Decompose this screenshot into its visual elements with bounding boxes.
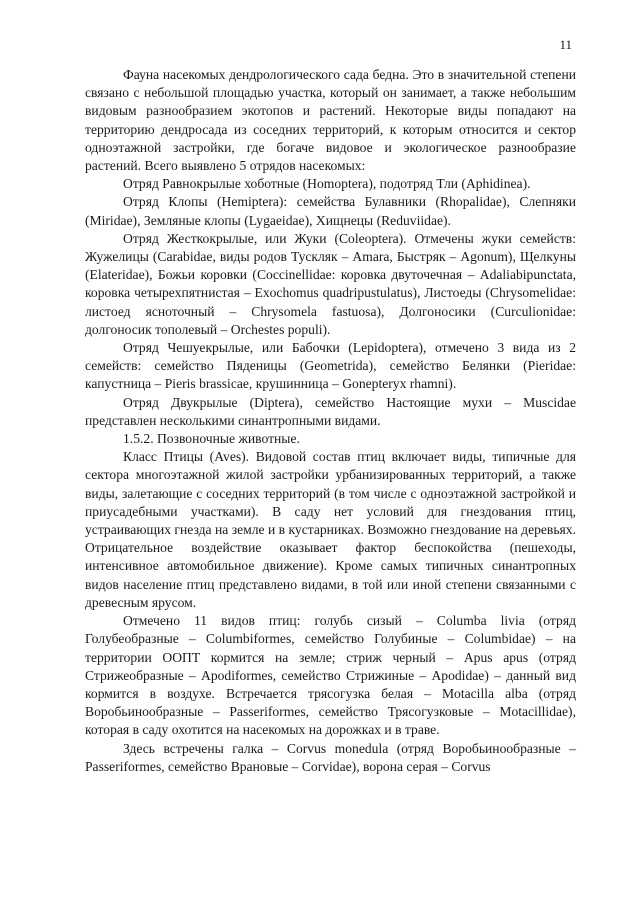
paragraph-homoptera: Отряд Равнокрылые хоботные (Homoptera), подотряд Тли (Aphidinea). [123,176,531,192]
paragraph-birds-class: Класс Птицы (Aves). Видовой состав птиц включает виды, типичные для сектора многоэтажной жилой застройки урбанизированных территорий, а также виды, залетающие с соседних территорий (в том числе с одноэтажной застройкой и приусадебными участками). В саду нет условий для гнездования птиц, устраивающих гнезда на земле и в кустарниках. Возможно гнездование на деревьях. Отрицательное воздействие оказывает фактор беспокойства (пешеходы, интенсивное автомобильное движение). Кроме самых типичных синантропных видов население птиц представлено видами, в той или иной степени связанными с древесным ярусом. [85,449,576,610]
body-text [85,66,576,776]
paragraph-bird-species: Отмечено 11 видов птиц: голубь сизый – Columba livia (отряд Голубеобразные – Columbiformes, семейство Голубиные – Columbidae) – на территории ООПТ кормится на земле; стриж черный – Apus apus (отряд Стрижеобразные – Apodiformes, семейство Стрижиные – Apodidae) – данный вид кормится в воздухе. Встречается трясогузка белая – Motacilla alba (отряд Воробьинообразные – Passeriformes, семейство Трясогузковые – Motacillidae), которая в саду охотится на насекомых на дорожках и в траве. [85,613,576,738]
paragraph-coleoptera: Отряд Жесткокрылые, или Жуки (Coleoptera). Отмечены жуки семейств: Жужелицы (Carabidae, виды родов Тускляк – Amara, Быстряк – Agonum), Щелкуны (Elateridae), Божьи коровки (Coccinellidae: коровка двуточечная – Adaliabipunctata, коровка четырехпятнистая – Exochomus quadripustulatus), Листоеды (Chrysomelidae: листоед ясноточный – Chrysomela fastuosa), Долгоносики (Curculionidae: долгоносик тополевый – Orchestes populi). [85,230,576,337]
paragraph-diptera: Отряд Двукрылые (Diptera), семейство Настоящие мухи – Muscidae представлен несколькими синантропными видами. [85,394,576,428]
section-heading-vertebrates: 1.5.2. Позвоночные животные. [123,431,300,447]
paragraph-hemiptera: Отряд Клопы (Hemiptera): семейства Булавники (Rhopalidae), Слепняки (Miridae), Земляные клопы (Lygaeidae), Хищнецы (Reduviidae). [85,194,576,228]
paragraph-lepidoptera: Отряд Чешуекрылые, или Бабочки (Lepidoptera), отмечено 3 вида из 2 семейств: семейство Пяденицы (Geometrida), семейство Белянки (Pieridae: капустница – Pieris brassicae, крушинница – Gonepteryx rhamni). [85,340,576,392]
paragraph-corvids: Здесь встречены галка – Corvus monedula (отряд Воробьинообразные – Passeriformes, семейство Врановые – Corvidae), ворона серая – Corvus [85,740,576,774]
paragraph-insect-fauna-intro: Фауна насекомых дендрологического сада бедна. Это в значительной степени связано с небольшой площадью участка, который он занимает, а также небольшим видовым разнообразием экотопов и растений. Некоторые виды попадают на территорию дендросада из соседних территорий, к которым относится и сектор одноэтажной застройки, где богаче видовое и экологическое разнообразие растений. Всего выявлено 5 отрядов насекомых: [85,67,576,174]
page-number: 11 [559,37,572,52]
